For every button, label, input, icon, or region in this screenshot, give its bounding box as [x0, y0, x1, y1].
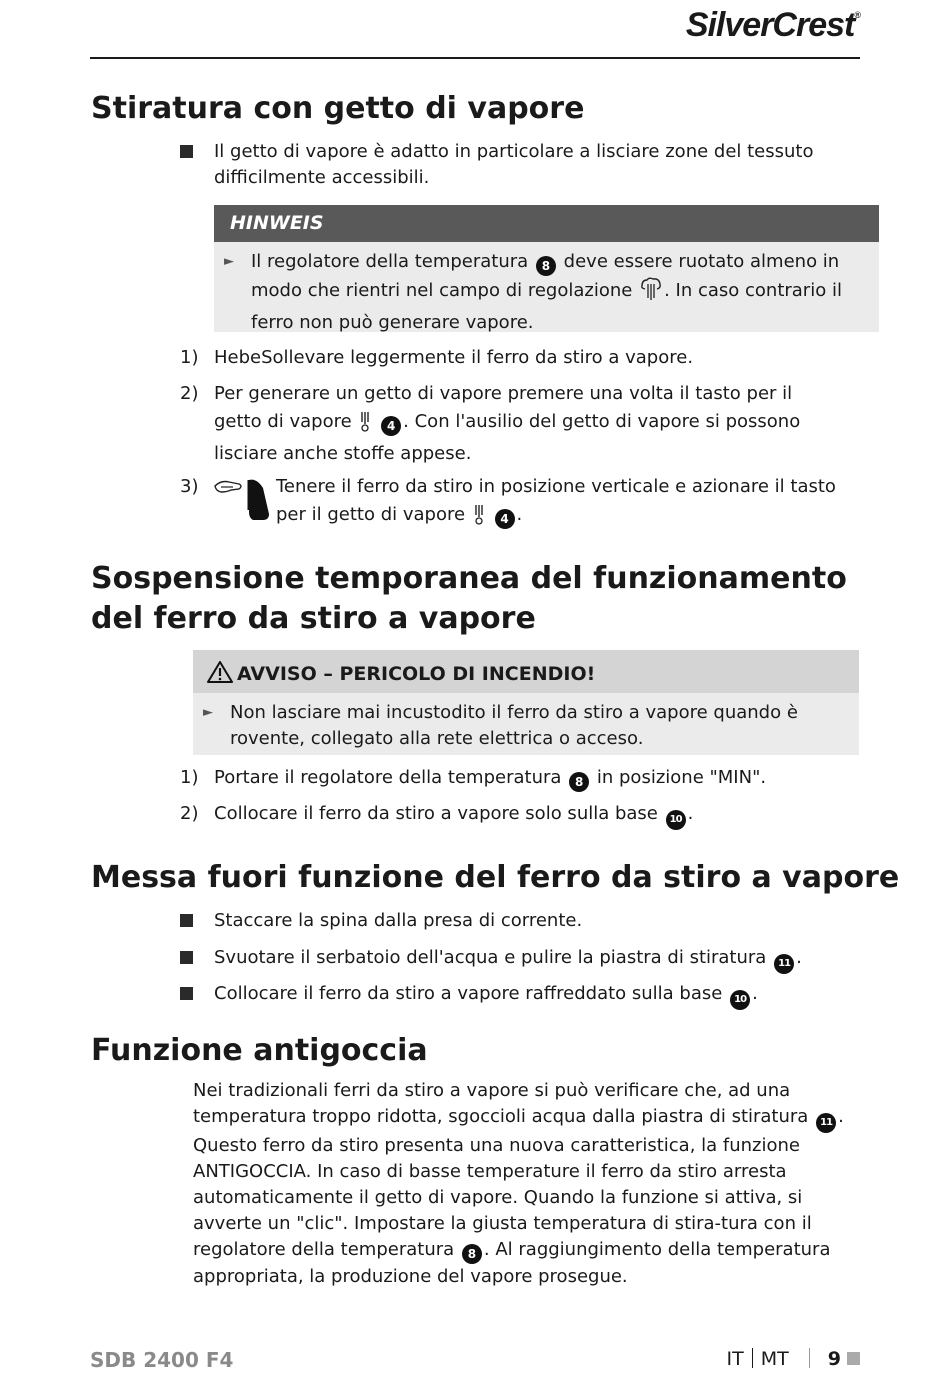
section-title-steam-shot: Stiratura con getto di vapore	[91, 91, 585, 126]
step-text	[214, 381, 834, 467]
footer-page-info	[727, 1348, 860, 1370]
footer-separator	[809, 1348, 810, 1368]
step-text-a: Portare il regolatore della temperatura	[214, 767, 562, 788]
brand-logo	[686, 6, 860, 45]
ref-marker: 4	[495, 509, 515, 529]
ref-marker: 4	[381, 416, 401, 436]
step-text-b: .	[687, 803, 694, 824]
step-text-a: Tenere il ferro da stiro in posizione verticale e azionare il tasto per il getto di vapore	[276, 476, 836, 525]
bullet-text-b: .	[796, 947, 802, 968]
footer-lang-mt: MT	[760, 1348, 789, 1370]
ref-marker: 8	[569, 772, 589, 792]
section-title-suspension: Sospensione temporanea del funzionamento	[91, 561, 847, 596]
step-number: 1)	[180, 767, 199, 788]
step-text: HebeSollevare leggermente il ferro da stiro a vapore.	[214, 347, 694, 368]
bullet-square	[180, 914, 193, 927]
step-text-b: .	[516, 504, 523, 525]
ref-marker: 10	[730, 990, 750, 1010]
note-text-a: Il regolatore della temperatura	[251, 251, 529, 272]
page-number: 9	[827, 1348, 841, 1370]
bullet-square	[180, 951, 193, 964]
step-text	[276, 474, 856, 534]
antidrip-paragraph	[193, 1078, 863, 1290]
step-text	[214, 801, 874, 830]
ref-marker: 11	[774, 954, 794, 974]
steam-shot-icon	[471, 500, 487, 534]
steam-range-icon	[638, 276, 664, 310]
ref-marker: 10	[666, 810, 686, 830]
warning-text: Non lasciare mai incustodito il ferro da stiro a vapore quando è rovente, collegato alla rete elettrica o acceso.	[230, 702, 798, 749]
step-text-a: Per generare un getto di vapore premere una volta il tasto per il getto di vapore	[214, 383, 793, 432]
footer-model: SDB 2400 F4	[90, 1348, 234, 1372]
note-text-c: . In caso contrario il ferro non può generare vapore.	[251, 280, 842, 333]
warning-box	[193, 650, 859, 755]
warning-heading	[193, 650, 859, 693]
ref-marker: 11	[816, 1113, 836, 1133]
bullet-text-a: Collocare il ferro da stiro a vapore raffreddato sulla base	[214, 983, 723, 1004]
arrow-bullet-icon: ►	[224, 254, 234, 269]
paragraph-part-1: Nei tradizionali ferri da stiro a vapore si può verificare che, ad una temperatura troppo ridotta, sgoccioli acqua dalla piastra di stiratura	[193, 1080, 809, 1127]
registered-mark: ®	[854, 10, 860, 20]
bullet-text: Il getto di vapore è adatto in particolare a lisciare zone del tessuto difficilmente accessibili.	[214, 141, 814, 188]
paragraph-part-2: . Questo ferro da stiro presenta una nuova caratteristica, la funzione ANTIGOCCIA. In caso di basse temperature il ferro da stiro arresta automaticamente il getto di vapore. Quando la funzione si attiva, si avverte un "clic". Impostare la giusta temperatura di stira-tura con il regolatore della temperatura	[193, 1106, 844, 1260]
ref-marker: 8	[462, 1244, 482, 1264]
section-title-suspension-line2: del ferro da stiro a vapore	[91, 601, 536, 636]
step-text-b: in posizione "MIN".	[596, 767, 767, 788]
steam-shot-icon	[357, 407, 373, 441]
footer-square-icon	[847, 1352, 860, 1365]
arrow-bullet-icon: ►	[203, 705, 213, 720]
brand-name: SilverCrest	[685, 6, 855, 44]
footer-separator	[752, 1348, 753, 1368]
bullet-text-b: .	[752, 983, 758, 1004]
section-title-shutdown: Messa fuori funzione del ferro da stiro a vapore	[91, 860, 900, 895]
note-text-b: deve essere ruotato almeno in modo che rientri nel campo di regolazione	[251, 251, 840, 301]
note-heading: HINWEIS	[214, 205, 879, 242]
paragraph-part-3: . Al raggiungimento della temperatura appropriata, la produzione del vapore prosegue.	[193, 1239, 831, 1287]
step-number: 2)	[180, 803, 199, 824]
vertical-iron-icon	[213, 474, 273, 528]
warning-heading-text: AVVISO – PERICOLO DI INCENDIO!	[237, 663, 596, 685]
bullet-text	[214, 981, 874, 1010]
section-title-antidrip: Funzione antigoccia	[91, 1033, 428, 1068]
note-box	[214, 205, 879, 332]
step-text-b: . Con l'ausilio del getto di vapore si possono lisciare anche stoffe appese.	[214, 411, 801, 464]
bullet-square	[180, 145, 193, 158]
note-text	[251, 249, 866, 336]
step-number: 3)	[180, 476, 199, 497]
bullet-text-a: Svuotare il serbatoio dell'acqua e pulire la piastra di stiratura	[214, 947, 767, 968]
header-rule	[90, 57, 860, 59]
footer-lang-it: IT	[726, 1348, 744, 1370]
warning-triangle-icon	[207, 661, 233, 683]
step-number: 2)	[180, 383, 199, 404]
step-text-a: Collocare il ferro da stiro a vapore solo sulla base	[214, 803, 658, 824]
step-text	[214, 765, 874, 792]
bullet-text: Staccare la spina dalla presa di corrente.	[214, 910, 583, 931]
ref-marker: 8	[536, 256, 556, 276]
bullet-square	[180, 987, 193, 1000]
bullet-text	[214, 945, 874, 974]
step-number: 1)	[180, 347, 199, 368]
